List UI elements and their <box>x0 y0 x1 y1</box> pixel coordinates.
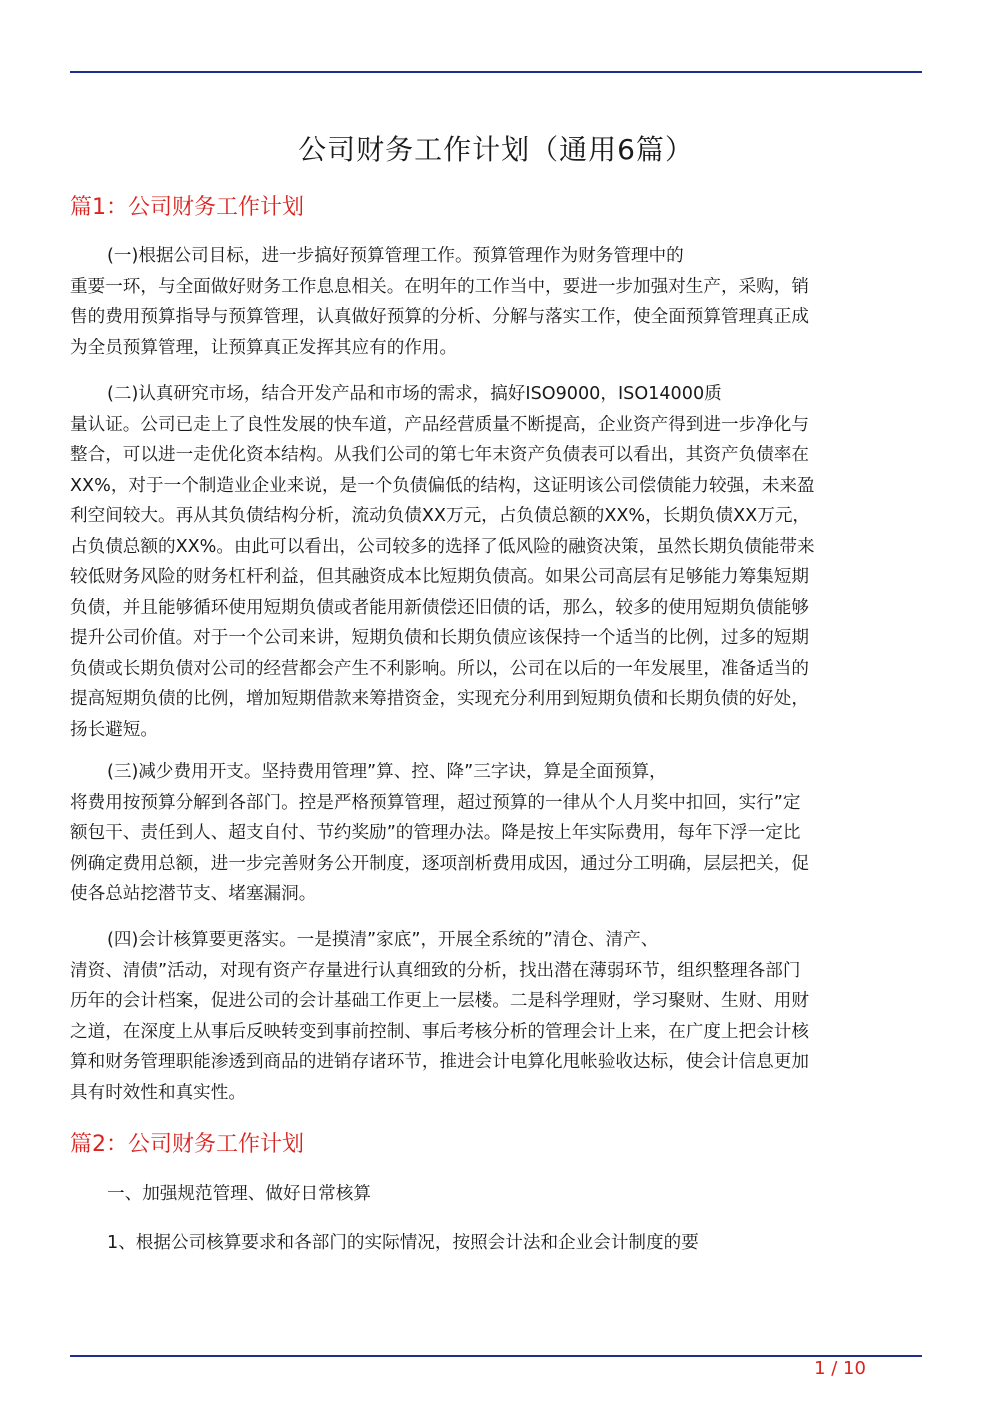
paragraph-line: 之道，在深度上从事后反映转变到事前控制、事后考核分析的管理会计上来，在广度上把会计核 <box>70 1021 809 1042</box>
paragraph-line: (二)认真研究市场，结合开发产品和市场的需求，搞好ISO9000，ISO14000质 <box>107 384 722 404</box>
paragraph-line: 将费用按预算分解到各部门。控是严格预算管理，超过预算的一律从个人月奖中扣回，实行”定 <box>70 792 801 813</box>
paragraph-line: 较低财务风险的财务杠杆利益，但其融资成本比短期负债高。如果公司高层有足够能力筹集短期 <box>70 567 809 587</box>
paragraph-line: 售的费用预算指导与预算管理，认真做好预算的分析、分解与落实工作，使全面预算管理真正成 <box>70 307 809 327</box>
paragraph-line: 整合，可以进一走优化资本结构。从我们公司的第七年末资产负债表可以看出，其资产负债率在 <box>70 445 809 465</box>
paragraph-line: 具有时效性和真实性。 <box>70 1082 246 1103</box>
paragraph-line: (三)减少费用开支。坚持费用管理”算、控、降”三字诀，算是全面预算， <box>107 762 667 782</box>
footer-rule <box>70 1355 922 1357</box>
paragraph-line: 历年的会计档案，促进公司的会计基础工作更上一层楼。二是科学理财，学习聚财、生财、用财 <box>70 991 809 1011</box>
paragraph-line: 扬长避短。 <box>70 719 158 740</box>
paragraph <box>70 379 912 745</box>
paragraph-line: 提高短期负债的比例，增加短期借款来筹措资金，实现充分利用到短期负债和长期负债的好处， <box>70 689 809 709</box>
paragraph-line: (四)会计核算要更落实。一是摸清”家底”，开展全系统的”清仓、清产、 <box>107 930 659 950</box>
document-title: 公司财务工作计划（通用6篇） <box>298 133 694 166</box>
paragraph-line: 算和财务管理职能渗透到商品的进销存诸环节，推进会计电算化甩帐验收达标，使会计信息更加 <box>70 1052 809 1072</box>
paragraph-line: 额包干、责任到人、超支自付、节约奖励”的管理办法。降是按上年实际费用，每年下浮一定比 <box>70 823 801 843</box>
paragraph-line: 提升公司价值。对于一个公司来讲，短期负债和长期负债应该保持一个适当的比例，过多的短期 <box>70 628 809 648</box>
paragraph <box>70 241 912 363</box>
paragraph-line: 负债或长期负债对公司的经营都会产生不利影响。所以，公司在以后的一年发展里，准备适当的 <box>70 658 809 679</box>
paragraph-line: 利空间较大。再从其负债结构分析，流动负债XX万元，占负债总额的XX%，长期负债XX万元， <box>70 506 811 526</box>
paragraph-line: 清资、清债”活动，对现有资产存量进行认真细致的分析，找出潜在薄弱环节，组织整理各部门 <box>70 960 801 981</box>
paragraph <box>70 1179 912 1210</box>
paragraph <box>70 925 912 1108</box>
paragraph-line: 使各总站挖潜节支、堵塞漏洞。 <box>70 884 317 904</box>
paragraph-line: XX%，对于一个制造业企业来说，是一个负债偏低的结构，这证明该公司偿债能力较强，未来盈 <box>70 475 815 496</box>
paragraph <box>70 757 912 910</box>
header-rule <box>70 71 922 73</box>
paragraph-line: 重要一环，与全面做好财务工作息息相关。在明年的工作当中，要进一步加强对生产，采购，销 <box>70 276 809 297</box>
paragraph-line: (一)根据公司目标，进一步搞好预算管理工作。预算管理作为财务管理中的 <box>107 246 684 266</box>
paragraph <box>70 1228 912 1259</box>
paragraph-line: 量认证。公司已走上了良性发展的快车道，产品经营质量不断提高，企业资产得到进一步净化与 <box>70 414 809 435</box>
paragraph-line: 例确定费用总额，进一步完善财务公开制度，逐项剖析费用成因，通过分工明确，层层把关，促 <box>70 853 809 874</box>
paragraph-line: 为全员预算管理，让预算真正发挥其应有的作用。 <box>70 337 458 358</box>
paragraph-line: 1、根据公司核算要求和各部门的实际情况，按照会计法和企业会计制度的要 <box>107 1233 699 1253</box>
page-number: 1 / 10 <box>814 1358 866 1379</box>
paragraph-line: 一、加强规范管理、做好日常核算 <box>107 1184 371 1204</box>
section-heading-2: 篇2：公司财务工作计划 <box>70 1132 304 1157</box>
section-heading-1: 篇1：公司财务工作计划 <box>70 195 304 220</box>
paragraph-line: 负债，并且能够循环使用短期负债或者能用新债偿还旧债的话，那么，较多的使用短期负债能够 <box>70 597 809 618</box>
paragraph-line: 占负债总额的XX%。由此可以看出，公司较多的选择了低风险的融资决策，虽然长期负债能带来 <box>70 536 815 557</box>
